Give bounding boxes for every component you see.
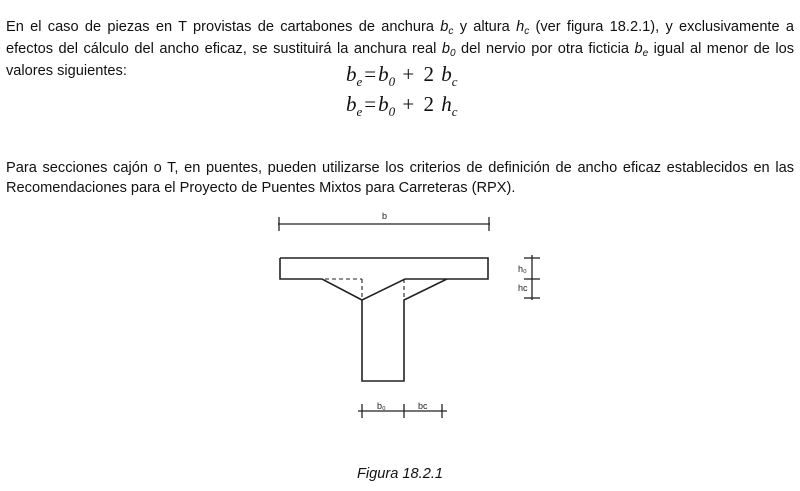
formula-be-bc: $b_e=b_0 + 2$ $b_c$ [346,62,458,89]
text-segment: En el caso de piezas en T provistas de cartabones de anchura [6,18,441,35]
t-section-outline-left [280,258,362,300]
symbol-be: $b_e$ [634,40,649,59]
text-segment: y altura [453,18,517,35]
text-segment: del nervio por otra ficticia [455,40,635,57]
label-hc: hc [518,283,528,293]
symbol-bc: $b_c$ [440,18,454,37]
text-segment: igual al menor de los valores siguientes: [6,40,794,79]
label-h0: h₀ [518,264,527,274]
dashed-haunch-lines [325,279,445,300]
figure-caption: Figura 18.2.1 [357,466,443,482]
symbol-b0: $b_0$ [441,40,456,59]
symbol-hc: $h_c$ [516,18,530,37]
formula-be-hc: $b_e=b_0 + 2$ $h_c$ [346,92,458,119]
label-bc: bc [418,401,428,411]
label-b0: b₀ [377,401,386,411]
rpx-paragraph: Para secciones cajón o T, en puentes, pueden utilizarse los criterios de definición de ancho eficaz establecidos en las Recomendaciones para el Proyecto de Puentes Mixtos para Carreteras (RPX). [6,159,794,196]
t-section-outline-right [280,258,488,381]
text-segment: (ver figura 18.2.1), y exclusivamente a efectos del cálculo del ancho eficaz, se sustituirá la anchura real [6,18,795,57]
label-b: b [382,211,388,221]
